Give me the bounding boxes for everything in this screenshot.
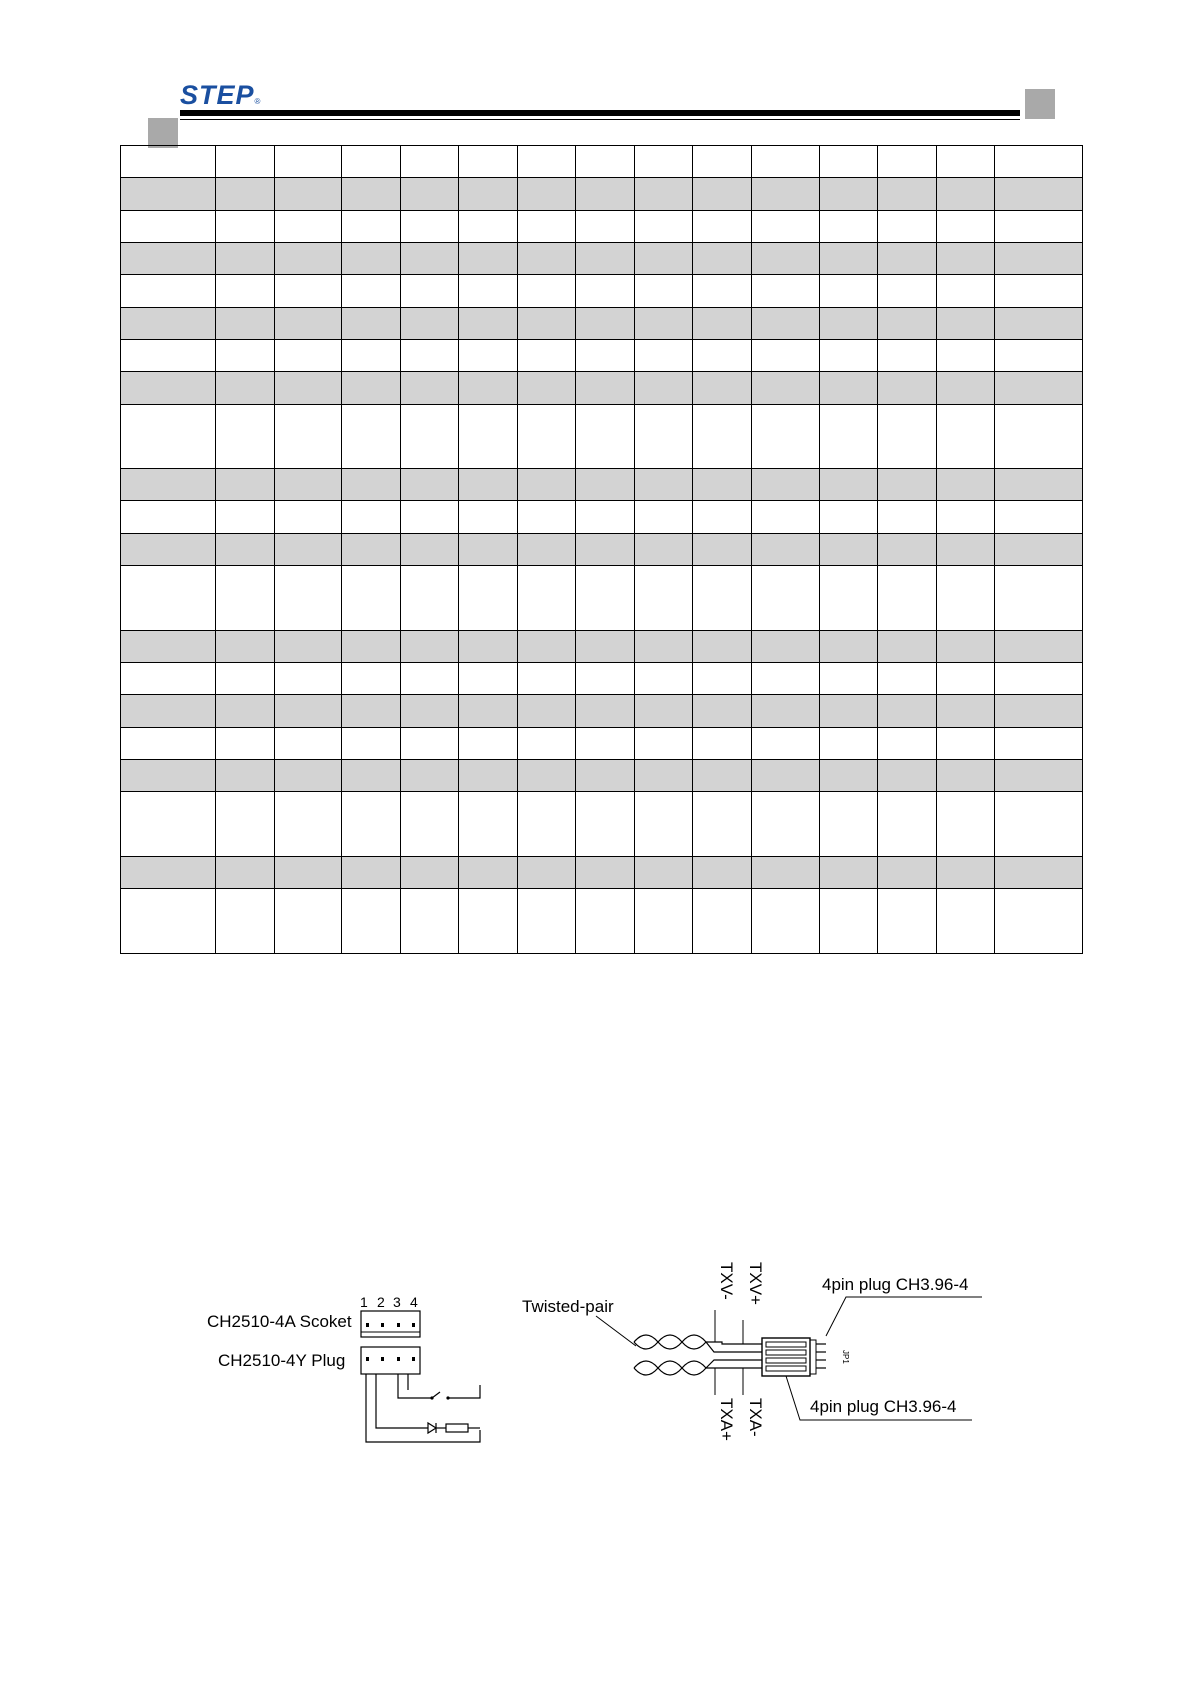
twisted-pair-label: Twisted-pair: [522, 1297, 614, 1316]
plug-bottom-label: 4pin plug CH3.96-4: [810, 1397, 957, 1416]
plug-pin-slot: [766, 1366, 806, 1371]
socket-label: CH2510-4A Scoket: [207, 1312, 352, 1331]
socket-body: [361, 1311, 420, 1337]
lower-wire-a: [706, 1360, 762, 1368]
upper-wire-a: [706, 1342, 762, 1344]
socket-pin: [412, 1323, 415, 1327]
pin-number-3: 3: [393, 1294, 401, 1310]
twist-upper-b: [634, 1335, 706, 1349]
socket-pin: [397, 1323, 400, 1327]
plug-pin: [397, 1357, 400, 1361]
four-pin-plug-body: [762, 1338, 810, 1376]
socket-pin: [381, 1323, 384, 1327]
pin-number-1: 1: [360, 1294, 368, 1310]
led-icon: [428, 1423, 436, 1433]
signal-txa-plus: TXA+: [717, 1398, 736, 1441]
switch-wire: [398, 1374, 480, 1398]
twisted-pair-leader: [596, 1316, 636, 1346]
plug-body: [361, 1347, 420, 1374]
pin-number-2: 2: [377, 1294, 385, 1310]
led-wire-inner: [376, 1374, 428, 1428]
switch-contact: [446, 1396, 449, 1399]
plug-label: CH2510-4Y Plug: [218, 1351, 346, 1370]
plug-pin-slot: [766, 1342, 806, 1347]
socket-plug-diagram: [207, 1294, 480, 1442]
brand-name: STEP: [180, 80, 255, 110]
twist-lower-a: [634, 1361, 706, 1375]
signal-txv-minus: TXV-: [717, 1262, 736, 1300]
plug-top-leader: [826, 1297, 982, 1336]
socket-pin: [366, 1323, 369, 1327]
plug-pin-slot: [766, 1358, 806, 1363]
plug-header: [810, 1340, 816, 1374]
signal-txa-minus: TXA-: [746, 1398, 765, 1437]
plug-top-label: 4pin plug CH3.96-4: [822, 1275, 969, 1294]
resistor-icon: [446, 1424, 468, 1432]
plug-pin: [366, 1357, 369, 1361]
plug-pin-slot: [766, 1350, 806, 1355]
twisted-pair-diagram: [522, 1262, 982, 1441]
twist-lower-b: [634, 1361, 706, 1375]
registered-mark: ®: [254, 97, 262, 106]
plug-pin: [381, 1357, 384, 1361]
connector-id: JP1: [841, 1350, 850, 1364]
signal-txv-plus: TXV+: [746, 1262, 765, 1305]
twist-upper-a: [634, 1335, 706, 1349]
plug-pin: [412, 1357, 415, 1361]
pin-number-4: 4: [410, 1294, 418, 1310]
switch-contact: [430, 1396, 433, 1399]
